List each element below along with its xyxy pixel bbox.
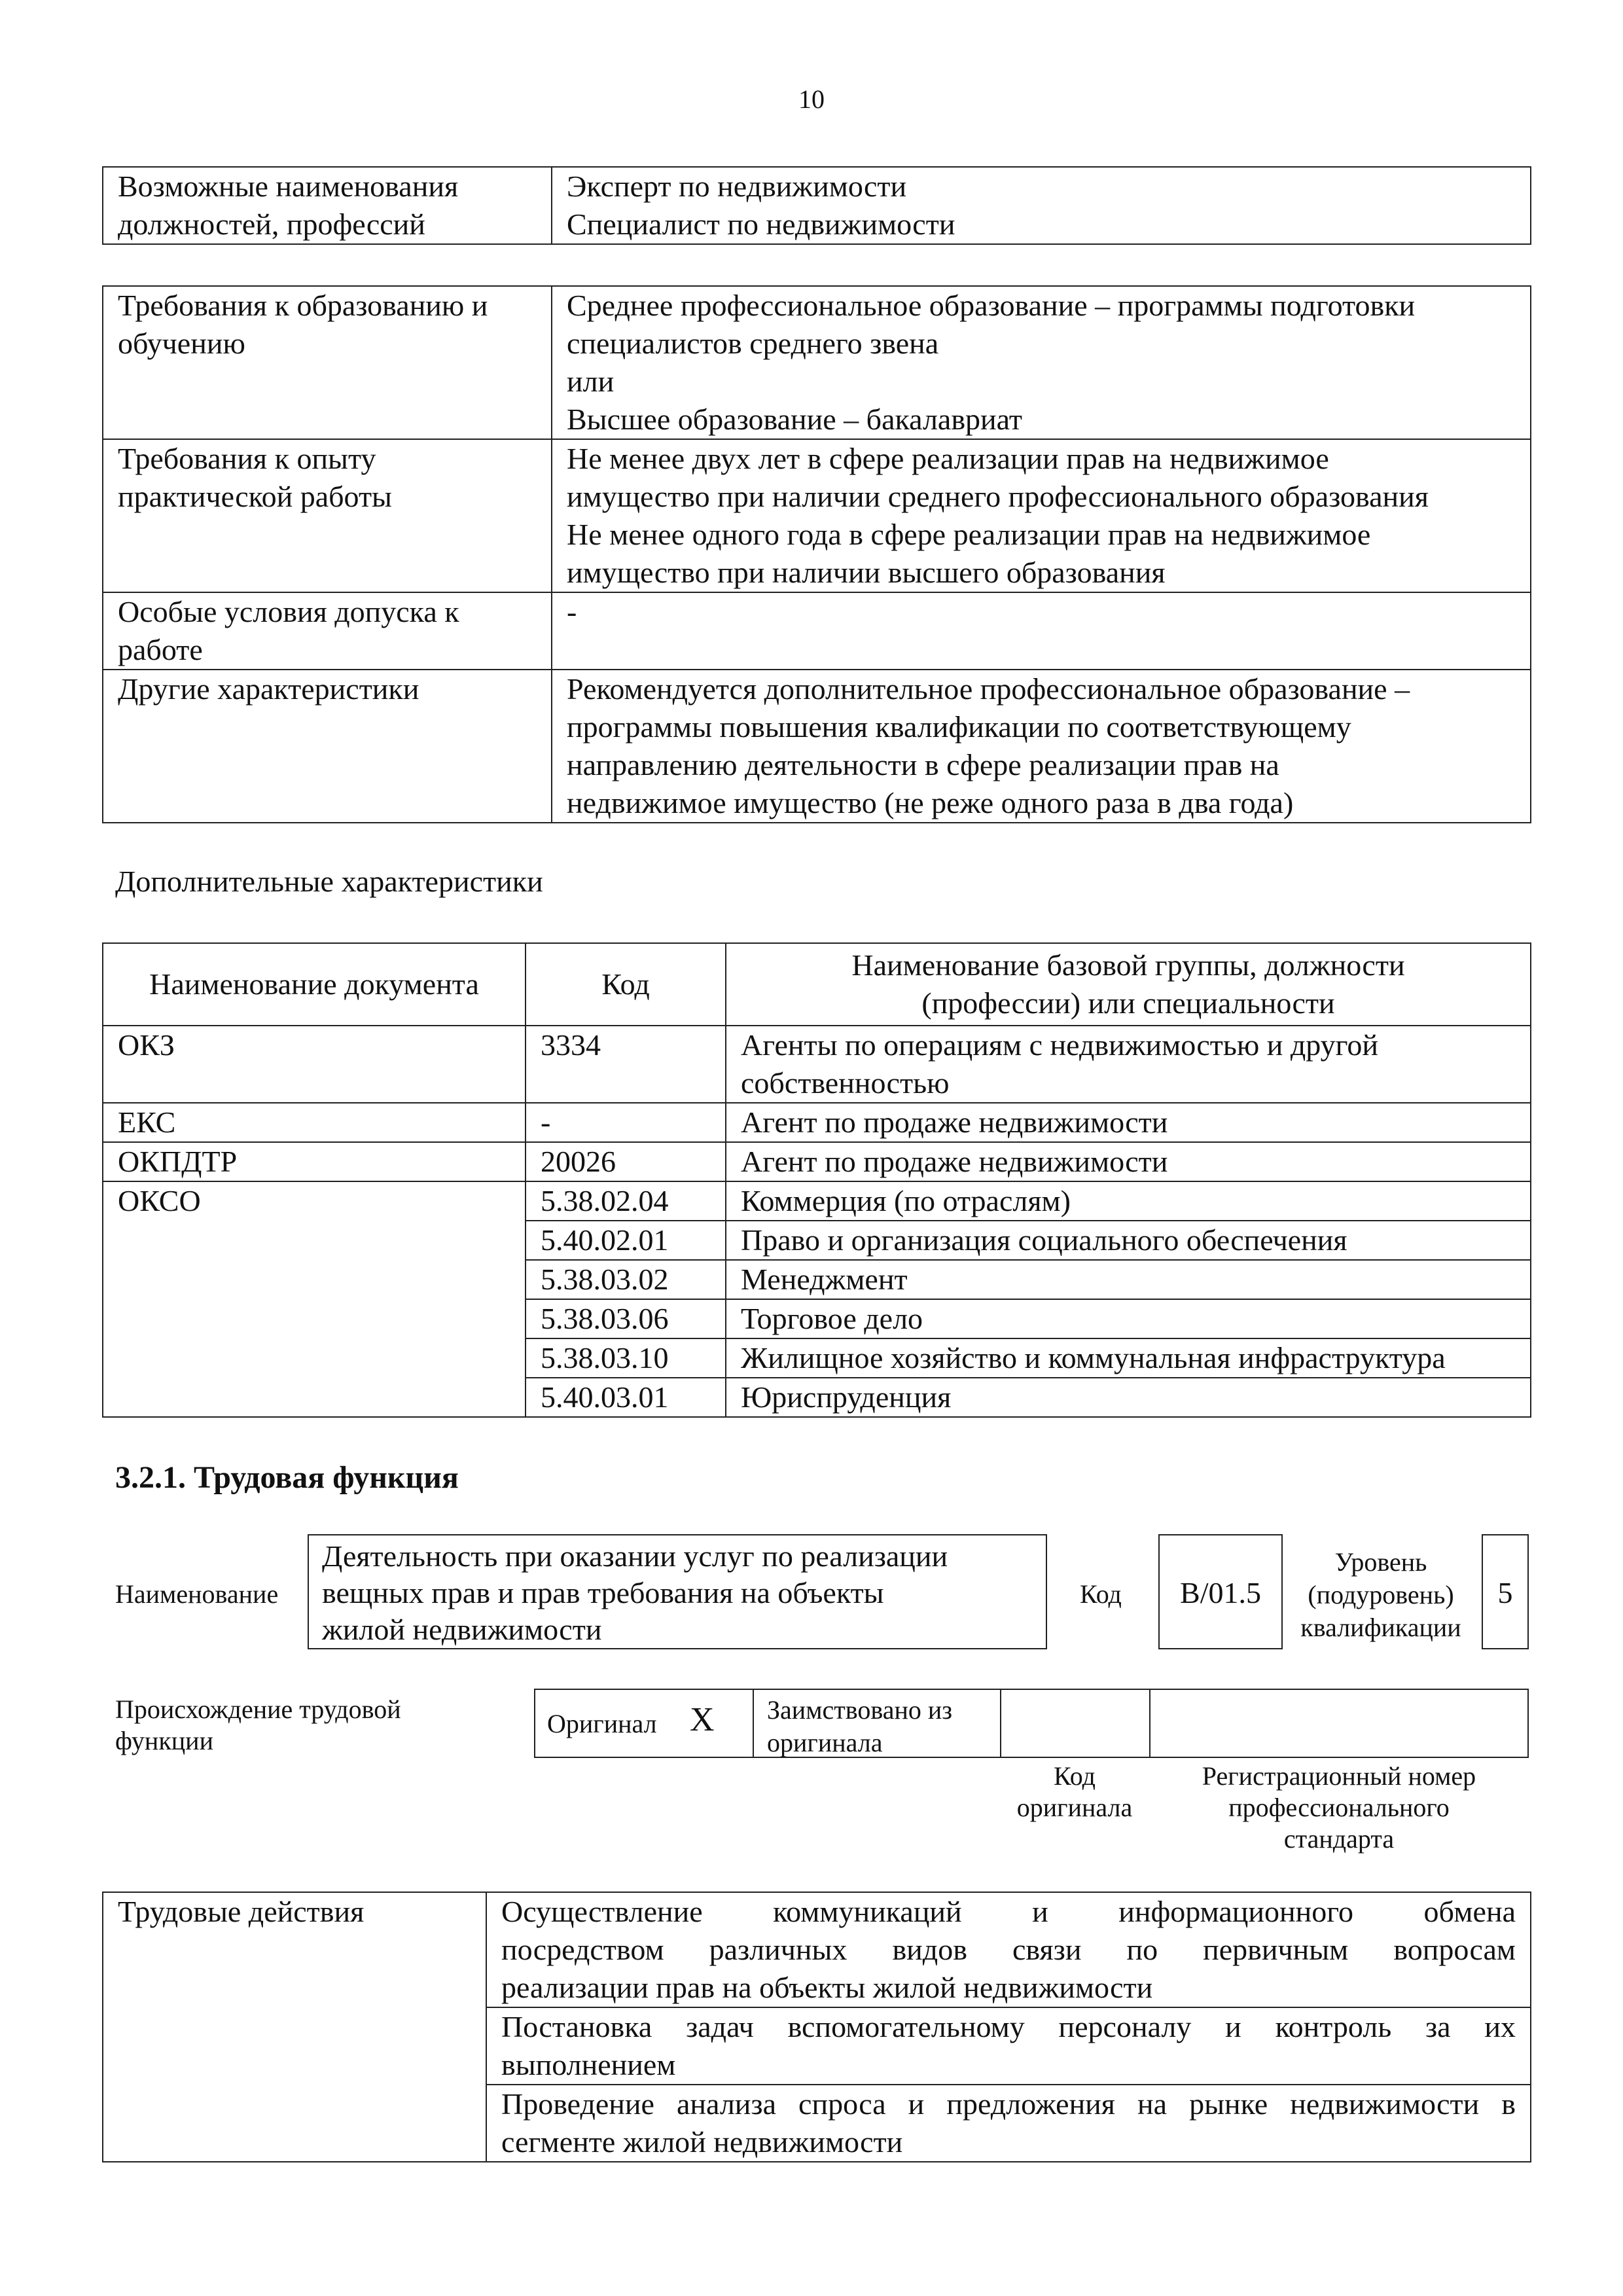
table-row [103, 670, 1531, 823]
additional-caption: Дополнительные характеристики [115, 865, 543, 898]
original-label: Оригинал [547, 1709, 657, 1738]
doc-cell: ОКПДТР [103, 1142, 526, 1181]
function-level-label [1293, 1546, 1469, 1644]
level-label-line-2: (подуровень) [1308, 1580, 1454, 1609]
positions-value-line-1: Эксперт по недвижимости [567, 170, 907, 203]
other-value-line-2: программы повышения квалификации по соответствующему [567, 710, 1351, 744]
requirements-label-cell [103, 439, 552, 592]
header-name-line-1: Наименование базовой группы, должности [851, 948, 1405, 982]
origin-divider [1149, 1689, 1150, 1758]
table-row [103, 1181, 1531, 1221]
origin-divider [753, 1689, 754, 1758]
experience-value-line-2: имущество при наличии среднего профессионального образования [567, 480, 1429, 513]
function-name-line-3: жилой недвижимости [322, 1613, 602, 1646]
code-cell: 5.38.03.02 [526, 1260, 726, 1299]
education-label-line-2: обучению [118, 327, 245, 360]
page-number: 10 [798, 84, 825, 114]
requirements-value-cell [552, 439, 1531, 592]
name-cell: Агент по продаже недвижимости [726, 1103, 1531, 1142]
function-name-line-1: Деятельность при оказании услуг по реализации [322, 1539, 948, 1573]
code-caption-line-2: оригинала [1016, 1793, 1133, 1822]
action-3-line-1: Проведение анализа спроса и предложения на рынке недвижимости в [501, 2087, 1516, 2121]
admission-label-line-2: работе [118, 633, 203, 666]
positions-label-cell [103, 167, 552, 244]
action-item [486, 1892, 1531, 2007]
positions-value-line-2: Специалист по недвижимости [567, 207, 955, 241]
requirements-table [102, 285, 1531, 823]
admission-value-line-1: - [567, 595, 577, 628]
name-cell: Коммерция (по отраслям) [726, 1181, 1531, 1221]
borrowed-line-1: Заимствовано из [767, 1695, 953, 1725]
name-cell: Менеджмент [726, 1260, 1531, 1299]
experience-label-line-2: практической работы [118, 480, 392, 513]
code-cell: 5.38.03.10 [526, 1338, 726, 1378]
experience-label-line-1: Требования к опыту [118, 442, 376, 475]
code-original-caption [1000, 1761, 1149, 1823]
positions-label-line-1: Возможные наименования [118, 170, 459, 203]
original-checkmark: X [690, 1701, 715, 1738]
additional-table [102, 942, 1531, 1418]
action-3-line-2: сегменте жилой недвижимости [501, 2125, 903, 2159]
other-value-line-4: недвижимое имущество (не реже одного раза в два года) [567, 786, 1294, 819]
origin-frame [534, 1689, 1529, 1758]
doc-cell: ОКСО [103, 1181, 526, 1417]
code-cell: 5.38.02.04 [526, 1181, 726, 1221]
code-cell: 5.38.03.06 [526, 1299, 726, 1338]
requirements-label-cell [103, 670, 552, 823]
origin-label-line-1: Происхождение трудовой [115, 1695, 401, 1724]
requirements-label-cell [103, 286, 552, 439]
action-2-line-2: выполнением [501, 2048, 676, 2081]
other-label-line-1: Другие характеристики [118, 672, 419, 706]
doc-cell: ЕКС [103, 1103, 526, 1142]
section-heading: 3.2.1. Трудовая функция [115, 1460, 459, 1495]
code-caption-line-1: Код [1054, 1761, 1096, 1791]
function-name-label: Наименование [115, 1579, 279, 1609]
function-name-box [308, 1534, 1047, 1649]
action-item [486, 2085, 1531, 2162]
requirements-label-cell [103, 592, 552, 670]
admission-label-line-1: Особые условия допуска к [118, 595, 459, 628]
action-1-line-2: посредством различных видов связи по первичным вопросам [501, 1933, 1516, 1966]
code-cell: 20026 [526, 1142, 726, 1181]
name-cell [726, 1026, 1531, 1103]
header-name [726, 943, 1531, 1026]
doc-cell: ОКЗ [103, 1026, 526, 1103]
name-cell: Жилищное хозяйство и коммунальная инфраструктура [726, 1338, 1531, 1378]
function-name-line-2: вещных прав и прав требования на объекты [322, 1576, 884, 1609]
table-row [103, 1892, 1531, 2007]
reg-caption-line-1: Регистрационный номер [1202, 1761, 1476, 1791]
code-cell: 5.40.02.01 [526, 1221, 726, 1260]
positions-value-cell [552, 167, 1531, 244]
requirements-value-cell [552, 670, 1531, 823]
experience-value-line-4: имущество при наличии высшего образования [567, 556, 1166, 589]
function-level-value: 5 [1482, 1534, 1529, 1649]
name-line: Агенты по операциям с недвижимостью и другой [741, 1028, 1378, 1062]
code-cell: - [526, 1103, 726, 1142]
reg-caption-line-2: профессионального [1228, 1793, 1450, 1822]
name-line: собственностью [741, 1066, 950, 1100]
borrowed-label [767, 1694, 952, 1759]
name-cell: Право и организация социального обеспечения [726, 1221, 1531, 1260]
actions-label: Трудовые действия [103, 1892, 486, 2162]
table-row [103, 439, 1531, 592]
other-value-line-3: направлению деятельности в сфере реализации прав на [567, 748, 1279, 781]
function-code-label: Код [1080, 1579, 1122, 1609]
function-code-value: B/01.5 [1158, 1534, 1283, 1649]
action-item [486, 2007, 1531, 2085]
code-cell: 5.40.03.01 [526, 1378, 726, 1417]
level-label-line-3: квалификации [1300, 1613, 1461, 1642]
table-row [103, 286, 1531, 439]
action-1-line-1: Осуществление коммуникаций и информационного обмена [501, 1895, 1516, 1928]
level-label-line-1: Уровень [1334, 1547, 1427, 1577]
experience-value-line-1: Не менее двух лет в сфере реализации прав на недвижимое [567, 442, 1329, 475]
origin-divider [1000, 1689, 1001, 1758]
table-row [103, 1103, 1531, 1142]
education-value-line-1: Среднее профессиональное образование – программы подготовки [567, 289, 1416, 322]
experience-value-line-3: Не менее одного года в сфере реализации прав на недвижимое [567, 518, 1371, 551]
borrowed-line-2: оригинала [767, 1728, 883, 1757]
header-document: Наименование документа [103, 943, 526, 1026]
reg-number-caption [1149, 1761, 1529, 1855]
code-cell: 3334 [526, 1026, 726, 1103]
other-value-line-1: Рекомендуется дополнительное профессиональное образование – [567, 672, 1410, 706]
table-row [103, 1142, 1531, 1181]
name-cell: Юриспруденция [726, 1378, 1531, 1417]
action-1-line-3: реализации прав на объекты жилой недвижимости [501, 1971, 1153, 2004]
actions-table [102, 1892, 1531, 2162]
education-value-line-2: специалистов среднего звена [567, 327, 939, 360]
education-value-line-3: или [567, 365, 615, 398]
action-2-line-1: Постановка задач вспомогательному персоналу и контроль за их [501, 2010, 1516, 2043]
table-row [103, 1026, 1531, 1103]
positions-table [102, 166, 1531, 245]
table-row [103, 592, 1531, 670]
table-header-row [103, 943, 1531, 1026]
positions-label-line-2: должностей, профессий [118, 207, 425, 241]
reg-caption-line-3: стандарта [1283, 1824, 1395, 1854]
requirements-value-cell [552, 286, 1531, 439]
name-cell: Торговое дело [726, 1299, 1531, 1338]
origin-label [115, 1694, 401, 1757]
education-label-line-1: Требования к образованию и [118, 289, 488, 322]
header-name-line-2: (профессии) или специальности [921, 986, 1335, 1020]
origin-label-line-2: функции [115, 1726, 213, 1755]
header-code: Код [526, 943, 726, 1026]
table-row [103, 167, 1531, 244]
requirements-value-cell [552, 592, 1531, 670]
education-value-line-4: Высшее образование – бакалавриат [567, 403, 1022, 436]
name-cell: Агент по продаже недвижимости [726, 1142, 1531, 1181]
